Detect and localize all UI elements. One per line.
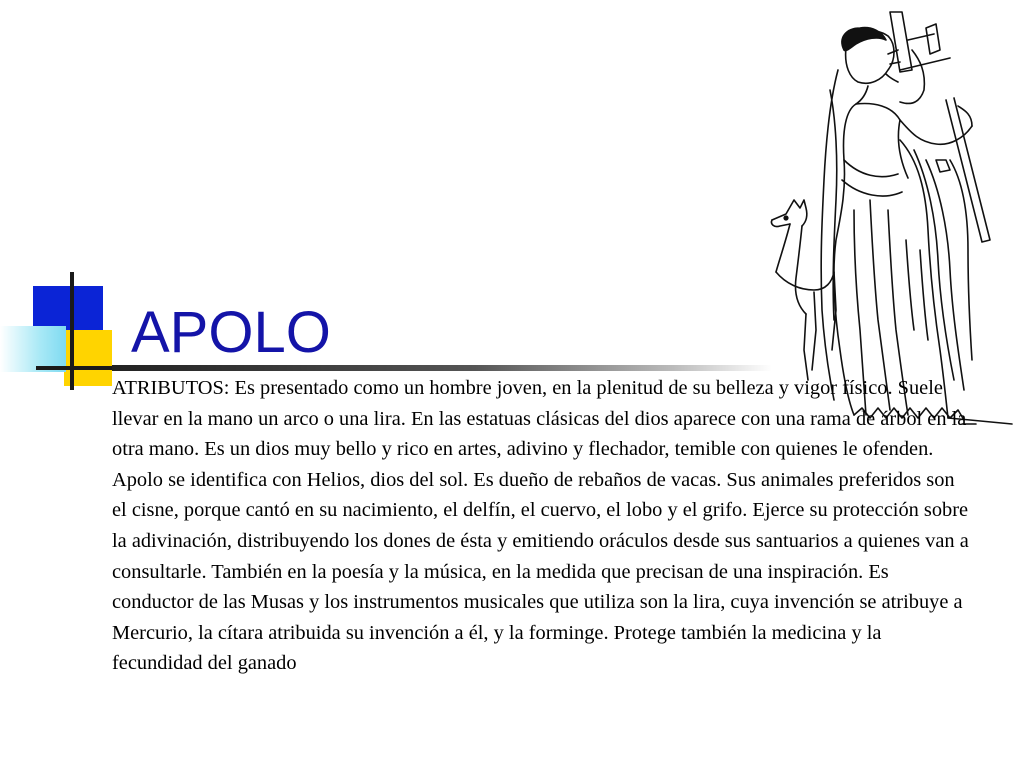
attributes-paragraph: [112, 373, 972, 679]
decor-vertical-line: [70, 272, 74, 390]
attributes-text: : Es presentado como un hombre joven, en la plenitud de su belleza y vigor físico. Suele llevar en la mano un arco o una lira. En las estatuas clásicas del dios aparece con una rama de árbol en la otra mano. Es un dios muy bello y rico en artes, adivino y flechador, temible con quienes le ofenden. Apolo se identifica con Helios, dios del sol. Es dueño de rebaños de vacas. Sus animales preferidos son el cisne, porque cantó en su nacimiento, el delfín, el cuervo, el lobo y el grifo. Ejerce su protección sobre la adivinación, distribuyendo los dones de ésta y emitiendo oráculos desde sus santuarios a quienes van a consultarle. También en la poesía y la música, en la medida que precisan de una inspiración. Es conductor de las Musas y los instrumentos musicales que utiliza son la lira, cuya invención se atribuye a Mercurio, la cítara atribuida su invención a él, y la forminge. Protege también la medicina y la fecundidad del ganado: [112, 377, 969, 675]
title-underline: [112, 365, 772, 371]
slide-title: APOLO: [131, 300, 331, 365]
apollo-illustration-icon: [750, 10, 1015, 430]
attributes-label: ATRIBUTOS: [112, 377, 224, 399]
